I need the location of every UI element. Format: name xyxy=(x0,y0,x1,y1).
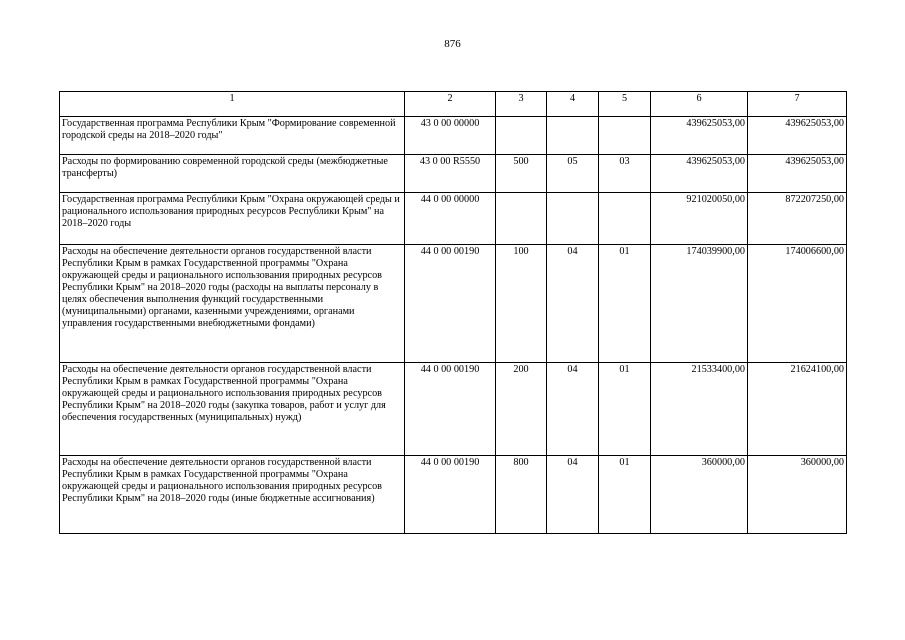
row-subsection xyxy=(599,117,651,155)
row-amount-col7: 872207250,00 xyxy=(748,193,847,245)
row-subsection: 01 xyxy=(599,456,651,534)
row-target-code: 43 0 00 R5550 xyxy=(405,155,496,193)
row-expense-type: 100 xyxy=(496,245,547,363)
row-description: Государственная программа Республики Крым "Формирование современной городской среды на 2018–2020 годы" xyxy=(60,117,405,155)
row-amount-col6: 921020050,00 xyxy=(651,193,748,245)
row-amount-col7: 360000,00 xyxy=(748,456,847,534)
header-row xyxy=(60,92,847,117)
row-description: Расходы по формированию современной городской среды (межбюджетные трансферты) xyxy=(60,155,405,193)
table-row xyxy=(60,117,847,155)
column-header: 2 xyxy=(405,92,496,117)
row-amount-col7: 439625053,00 xyxy=(748,155,847,193)
row-expense-type: 200 xyxy=(496,363,547,456)
row-section: 04 xyxy=(547,245,599,363)
row-amount-col6: 439625053,00 xyxy=(651,117,748,155)
row-amount-col6: 174039900,00 xyxy=(651,245,748,363)
column-header: 4 xyxy=(547,92,599,117)
row-description: Расходы на обеспечение деятельности органов государственной власти Республики Крым в рамках Государственной программы "Охрана окружающей среды и рационального использования природных ресурсов Республики Крым" на 2018–2020 годы (иные бюджетные ассигнования) xyxy=(60,456,405,534)
row-expense-type xyxy=(496,117,547,155)
page-number: 876 xyxy=(444,38,461,50)
row-amount-col7: 174006600,00 xyxy=(748,245,847,363)
column-header: 5 xyxy=(599,92,651,117)
row-target-code: 44 0 00 00000 xyxy=(405,193,496,245)
column-header: 1 xyxy=(60,92,405,117)
row-target-code: 44 0 00 00190 xyxy=(405,456,496,534)
budget-table xyxy=(59,91,847,534)
column-header: 3 xyxy=(496,92,547,117)
row-section: 04 xyxy=(547,363,599,456)
row-amount-col6: 21533400,00 xyxy=(651,363,748,456)
row-description: Расходы на обеспечение деятельности органов государственной власти Республики Крым в рамках Государственной программы "Охрана окружающей среды и рационального использования природных ресурсов Республики Крым" на 2018–2020 годы (расходы на выплаты персоналу в целях обеспечения выполнения функций государственными (муниципальными) органами, казенными учреждениями, органами управления государственными внебюджетными фондами) xyxy=(60,245,405,363)
row-subsection: 03 xyxy=(599,155,651,193)
table-row xyxy=(60,155,847,193)
table-row xyxy=(60,193,847,245)
row-section xyxy=(547,193,599,245)
row-amount-col6: 360000,00 xyxy=(651,456,748,534)
row-subsection: 01 xyxy=(599,363,651,456)
row-description: Расходы на обеспечение деятельности органов государственной власти Республики Крым в рамках Государственной программы "Охрана окружающей среды и рационального использования природных ресурсов Республики Крым" на 2018–2020 годы (закупка товаров, работ и услуг для обеспечения государственных (муниципальных) нужд) xyxy=(60,363,405,456)
row-section xyxy=(547,117,599,155)
row-subsection: 01 xyxy=(599,245,651,363)
table-row xyxy=(60,363,847,456)
row-amount-col6: 439625053,00 xyxy=(651,155,748,193)
row-amount-col7: 21624100,00 xyxy=(748,363,847,456)
row-target-code: 43 0 00 00000 xyxy=(405,117,496,155)
row-subsection xyxy=(599,193,651,245)
row-target-code: 44 0 00 00190 xyxy=(405,245,496,363)
row-target-code: 44 0 00 00190 xyxy=(405,363,496,456)
table-row xyxy=(60,245,847,363)
row-expense-type: 800 xyxy=(496,456,547,534)
row-expense-type xyxy=(496,193,547,245)
table-row xyxy=(60,456,847,534)
row-description: Государственная программа Республики Крым "Охрана окружающей среды и рационального использования природных ресурсов Республики Крым" на 2018–2020 годы xyxy=(60,193,405,245)
row-expense-type: 500 xyxy=(496,155,547,193)
row-section: 04 xyxy=(547,456,599,534)
column-header: 7 xyxy=(748,92,847,117)
row-amount-col7: 439625053,00 xyxy=(748,117,847,155)
column-header: 6 xyxy=(651,92,748,117)
row-section: 05 xyxy=(547,155,599,193)
